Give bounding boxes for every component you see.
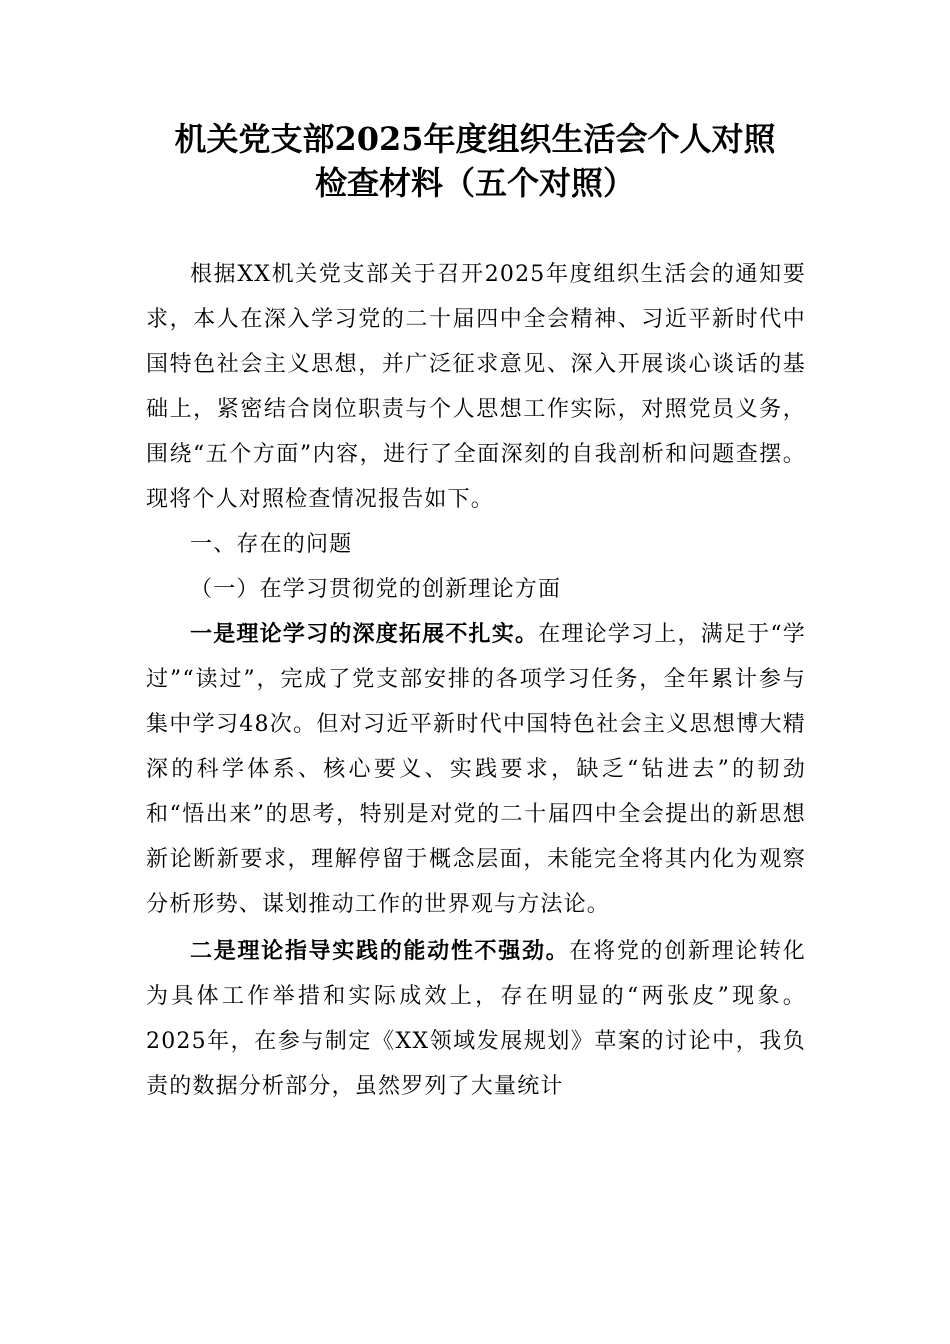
document-body	[146, 252, 806, 1109]
point-2-paragraph	[146, 929, 806, 1109]
point-1-lead: 一是理论学习的深度拓展不扎实。	[190, 622, 539, 647]
point-2-lead: 二是理论指导实践的能动性不强劲。	[190, 939, 570, 964]
subsection-heading: （一）在学习贯彻党的创新理论方面	[190, 577, 562, 602]
section-heading: 一、存在的问题	[190, 532, 353, 557]
point-2-text: 在将党的创新理论转化为具体工作举措和实际成效上，存在明显的“两张皮”现象。2025年，在参与制定《XX领域发展规划》草案的讨论中，我负责的数据分析部分，虽然罗列了大量统计	[146, 939, 806, 1099]
intro-paragraph: 根据XX机关党支部关于召开2025年度组织生活会的通知要求，本人在深入学习党的二十届四中全会精神、习近平新时代中国特色社会主义思想，并广泛征求意见、深入开展谈心谈话的基础上，紧密结合岗位职责与个人思想工作实际，对照党员义务，围绕“五个方面”内容，进行了全面深刻的自我剖析和问题查摆。现将个人对照检查情况报告如下。	[146, 262, 806, 512]
point-1-paragraph	[146, 612, 806, 927]
document-title-line-2: 检查材料（五个对照）	[314, 164, 635, 202]
point-1-text: 在理论学习上，满足于“学过”“读过”，完成了党支部安排的各项学习任务，全年累计参与集中学习48次。但对习近平新时代中国特色社会主义思想博大精深的科学体系、核心要义、实践要求，缺乏“钻进去”的韧劲和“悟出来”的思考，特别是对党的二十届四中全会提出的新思想新论断新要求，理解停留于概念层面，未能完全将其内化为观察分析形势、谋划推动工作的世界观与方法论。	[146, 622, 806, 917]
document-title-line-1: 机关党支部2025年度组织生活会个人对照	[174, 120, 776, 158]
